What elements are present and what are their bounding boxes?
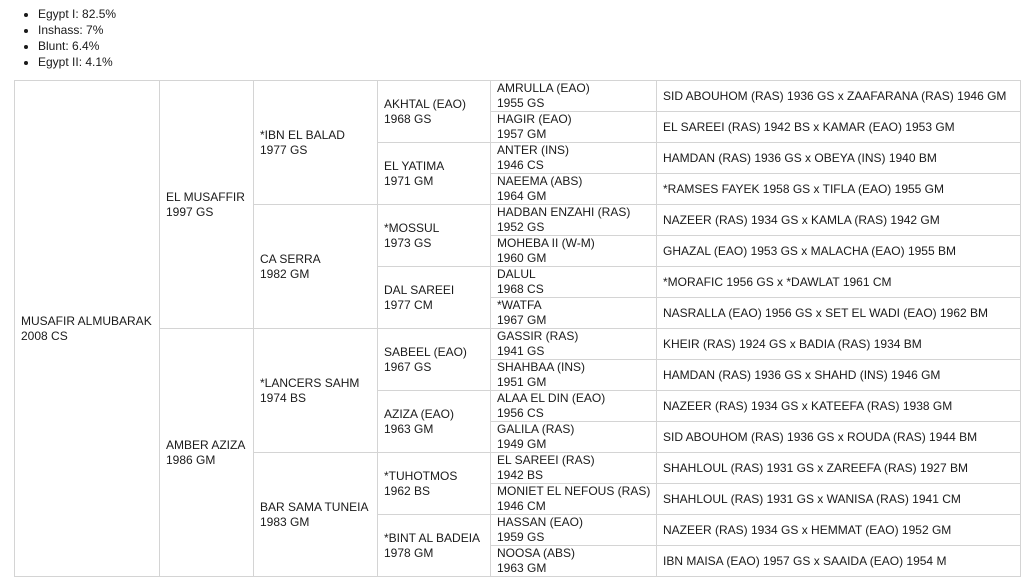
- horse-name: *BINT AL BADEIA: [384, 530, 481, 545]
- horse-name: HAGIR (EAO): [497, 112, 572, 126]
- horse-meta: 1959 GS: [497, 530, 545, 544]
- horse-name: HASSAN (EAO): [497, 515, 584, 529]
- horse-name: SABEEL (EAO): [384, 344, 467, 359]
- ancestor-parents: IBN MAISA (EAO) 1957 GS x SAAIDA (EAO) 1954 M: [657, 546, 1021, 577]
- horse-name: DAL SAREEI: [384, 282, 455, 297]
- ancestor-g3: [254, 329, 378, 453]
- breakdown-item: • Inshass: 7%: [38, 22, 116, 38]
- horse-name: GALILA (RAS): [497, 422, 575, 436]
- horse-name: SHAHBAA (INS): [497, 360, 586, 374]
- ancestor-parents: EL SAREEI (RAS) 1942 BS x KAMAR (EAO) 1953 GM: [657, 112, 1021, 143]
- horse-meta: 1968 GS: [384, 111, 432, 126]
- pedigree-row: [15, 81, 1021, 112]
- horse-name: *WATFA: [497, 298, 542, 312]
- horse-meta: 1982 GM: [260, 266, 310, 281]
- ancestor-parents: HAMDAN (RAS) 1936 GS x SHAHD (INS) 1946 GM: [657, 360, 1021, 391]
- horse-name: EL MUSAFFIR: [166, 189, 245, 204]
- ancestor-g5: [491, 298, 657, 329]
- horse-name: BAR SAMA TUNEIA: [260, 499, 369, 514]
- pedigree-row: [15, 329, 1021, 360]
- horse-meta: 1967 GS: [384, 359, 432, 374]
- ancestor-g4: [378, 329, 491, 391]
- breakdown-item: • Egypt II: 4.1%: [38, 54, 116, 70]
- ancestor-g3: [254, 453, 378, 577]
- ancestor-g5: [491, 391, 657, 422]
- ancestor-parents: NAZEER (RAS) 1934 GS x KATEEFA (RAS) 1938 GM: [657, 391, 1021, 422]
- horse-meta: 1963 GM: [497, 561, 547, 575]
- ancestor-g5: [491, 112, 657, 143]
- ancestor-parents: *RAMSES FAYEK 1958 GS x TIFLA (EAO) 1955 GM: [657, 174, 1021, 205]
- horse-name: EL SAREEI (RAS): [497, 453, 595, 467]
- ancestor-g5: [491, 143, 657, 174]
- horse-meta: 1977 GS: [260, 142, 308, 157]
- ancestor-g5: [491, 515, 657, 546]
- ancestor-g4: [378, 515, 491, 577]
- horse-meta: 1971 GM: [384, 173, 434, 188]
- horse-meta: 1957 GM: [497, 127, 547, 141]
- horse-name: GASSIR (RAS): [497, 329, 579, 343]
- horse-meta: 1946 CS: [497, 158, 544, 172]
- ancestor-parents: NAZEER (RAS) 1934 GS x HEMMAT (EAO) 1952 GM: [657, 515, 1021, 546]
- horse-name: *MOSSUL: [384, 220, 440, 235]
- horse-meta: 1968 CS: [497, 282, 544, 296]
- horse-meta: 1983 GM: [260, 514, 310, 529]
- ancestor-g5: [491, 81, 657, 112]
- ancestor-g5: [491, 453, 657, 484]
- pedigree-table: [14, 80, 1021, 577]
- horse-name: AMBER AZIZA: [166, 437, 246, 452]
- subject-horse: [15, 81, 160, 577]
- breed-breakdown-list: [0, 6, 116, 70]
- ancestor-g5: [491, 546, 657, 577]
- horse-name: AMRULLA (EAO): [497, 81, 590, 95]
- ancestor-g4: [378, 391, 491, 453]
- horse-meta: 1956 CS: [497, 406, 544, 420]
- horse-name: AKHTAL (EAO): [384, 96, 467, 111]
- horse-name: HADBAN ENZAHI (RAS): [497, 205, 631, 219]
- horse-meta: 1962 BS: [384, 483, 431, 498]
- ancestor-g5: [491, 329, 657, 360]
- horse-meta: 1941 GS: [497, 344, 545, 358]
- ancestor-g3: [254, 205, 378, 329]
- sire: [160, 81, 254, 329]
- ancestor-g5: [491, 267, 657, 298]
- horse-name: NOOSA (ABS): [497, 546, 576, 560]
- ancestor-g4: [378, 267, 491, 329]
- ancestor-parents: NAZEER (RAS) 1934 GS x KAMLA (RAS) 1942 GM: [657, 205, 1021, 236]
- ancestor-parents: *MORAFIC 1956 GS x *DAWLAT 1961 CM: [657, 267, 1021, 298]
- horse-meta: 1974 BS: [260, 390, 307, 405]
- horse-name: AZIZA (EAO): [384, 406, 455, 421]
- horse-name: ANTER (INS): [497, 143, 569, 157]
- ancestor-g5: [491, 174, 657, 205]
- ancestor-parents: KHEIR (RAS) 1924 GS x BADIA (RAS) 1934 BM: [657, 329, 1021, 360]
- ancestor-parents: SHAHLOUL (RAS) 1931 GS x WANISA (RAS) 1941 CM: [657, 484, 1021, 515]
- horse-meta: 1955 GS: [497, 96, 545, 110]
- horse-meta: 1986 GM: [166, 452, 216, 467]
- horse-name: *LANCERS SAHM: [260, 375, 360, 390]
- horse-meta: 1960 GM: [497, 251, 547, 265]
- horse-meta: 1978 GM: [384, 545, 434, 560]
- horse-meta: 2008 CS: [21, 328, 68, 343]
- horse-meta: 1964 GM: [497, 189, 547, 203]
- ancestor-g5: [491, 422, 657, 453]
- horse-name: MONIET EL NEFOUS (RAS): [497, 484, 651, 498]
- horse-name: *IBN EL BALAD: [260, 127, 345, 142]
- horse-name: DALUL: [497, 267, 536, 281]
- ancestor-g4: [378, 205, 491, 267]
- horse-meta: 1942 BS: [497, 468, 544, 482]
- ancestor-g5: [491, 484, 657, 515]
- ancestor-g4: [378, 143, 491, 205]
- ancestor-g5: [491, 205, 657, 236]
- horse-meta: 1967 GM: [497, 313, 547, 327]
- horse-name: MOHEBA II (W-M): [497, 236, 595, 250]
- horse-name: CA SERRA: [260, 251, 321, 266]
- horse-meta: 1946 CM: [497, 499, 546, 513]
- ancestor-g3: [254, 81, 378, 205]
- ancestor-g5: [491, 360, 657, 391]
- ancestor-g5: [491, 236, 657, 267]
- dam: [160, 329, 254, 577]
- horse-meta: 1951 GM: [497, 375, 547, 389]
- breakdown-item: • Blunt: 6.4%: [38, 38, 116, 54]
- horse-meta: 1963 GM: [384, 421, 434, 436]
- horse-name: *TUHOTMOS: [384, 468, 458, 483]
- ancestor-parents: HAMDAN (RAS) 1936 GS x OBEYA (INS) 1940 BM: [657, 143, 1021, 174]
- horse-meta: 1977 CM: [384, 297, 433, 312]
- horse-name: ALAA EL DIN (EAO): [497, 391, 606, 405]
- ancestor-parents: GHAZAL (EAO) 1953 GS x MALACHA (EAO) 1955 BM: [657, 236, 1021, 267]
- horse-name: MUSAFIR ALMUBARAK: [21, 313, 152, 328]
- horse-name: EL YATIMA: [384, 158, 445, 173]
- ancestor-parents: SHAHLOUL (RAS) 1931 GS x ZAREEFA (RAS) 1927 BM: [657, 453, 1021, 484]
- horse-name: NAEEMA (ABS): [497, 174, 583, 188]
- ancestor-parents: SID ABOUHOM (RAS) 1936 GS x ROUDA (RAS) 1944 BM: [657, 422, 1021, 453]
- ancestor-g4: [378, 81, 491, 143]
- breakdown-item: • Egypt I: 82.5%: [38, 6, 116, 22]
- horse-meta: 1949 GM: [497, 437, 547, 451]
- ancestor-parents: SID ABOUHOM (RAS) 1936 GS x ZAAFARANA (RAS) 1946 GM: [657, 81, 1021, 112]
- horse-meta: 1952 GS: [497, 220, 545, 234]
- horse-meta: 1997 GS: [166, 204, 214, 219]
- ancestor-parents: NASRALLA (EAO) 1956 GS x SET EL WADI (EAO) 1962 BM: [657, 298, 1021, 329]
- horse-meta: 1973 GS: [384, 235, 432, 250]
- ancestor-g4: [378, 453, 491, 515]
